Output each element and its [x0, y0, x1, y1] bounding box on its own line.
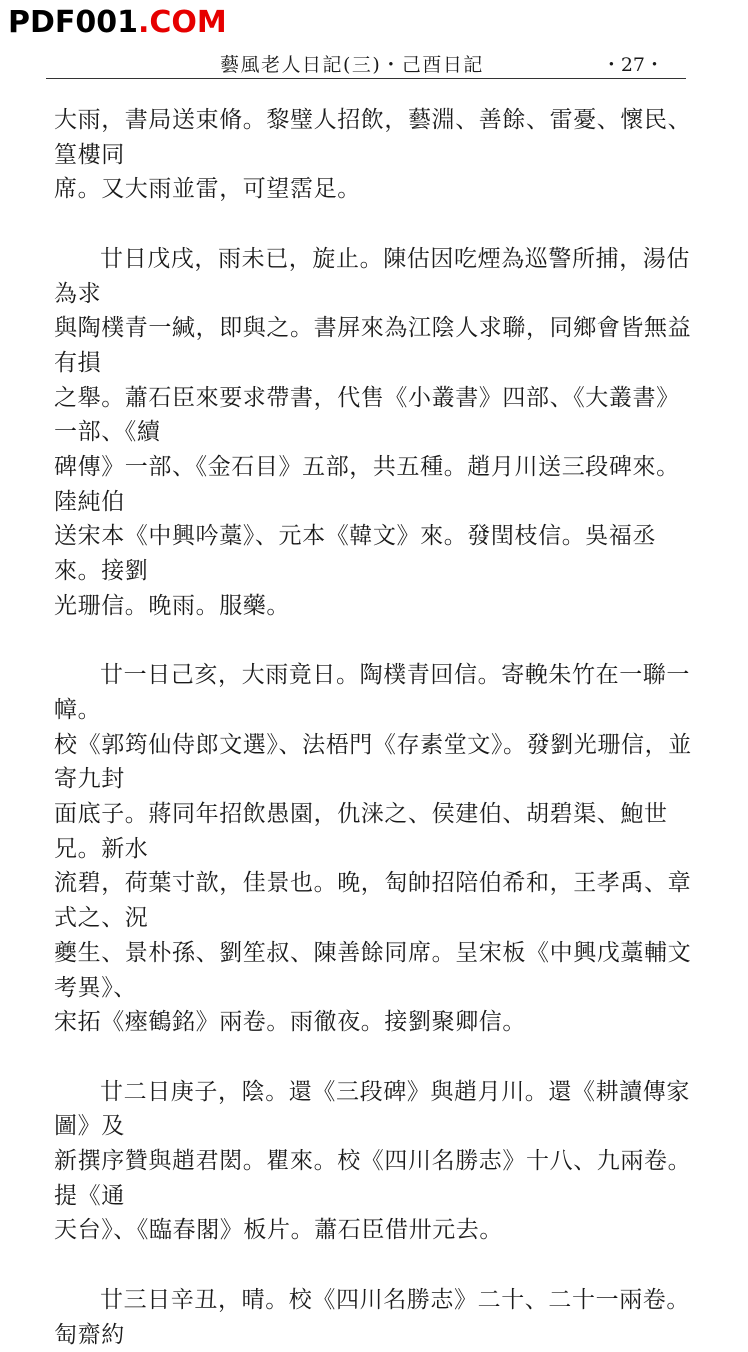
running-header	[46, 44, 686, 79]
watermark-text-main: PDF001	[8, 5, 139, 40]
paragraph-entry-23rd: 廿三日辛丑，晴。校《四川名勝志》二十、二十一兩卷。匋齋約	[54, 1286, 690, 1348]
watermark-logo	[8, 6, 227, 40]
watermark-text-domain: .COM	[138, 5, 227, 40]
paragraph-entry-20th: 廿日戊戌，雨未已，旋止。陳估因吃煙為巡警所捕，湯估為求 與陶樸青一緘，即與之。書屏來為江陰人求聯，同鄉會皆無益有損 之舉。蕭石臣來要求帶書，代售《小叢書》四部、《大叢書》一部、《續 碑傳》一部、《金石目》五部，共五種。趙月川送三段碑來。陸純伯 送宋本《中興吟藁》、元本《韓文》來。發閏枝信。吳福丞來。接劉 光珊信。晚雨。服藥。	[54, 245, 692, 619]
diary-body	[54, 103, 694, 1352]
header-title: 藝風老人日記(三)・己酉日記	[220, 54, 484, 76]
paragraph-entry-22nd: 廿二日庚子，陰。還《三段碑》與趙月川。還《耕讀傳家圖》及 新撰序贊與趙君閎。瞿來。校《四川名勝志》十八、九兩卷。提《通 天台》、《臨春閣》板片。蕭石臣借卅元去。	[54, 1078, 692, 1244]
paragraph-continued: 大雨，書局送束脩。黎璧人招飲，藝淵、善餘、雷憂、懷民、篁樓同 席。又大雨並雷，可望霑足。	[54, 107, 692, 203]
paragraph-entry-21st: 廿一日己亥，大雨竟日。陶樸青回信。寄輓朱竹在一聯一幛。 校《郭筠仙侍郎文選》、法梧門《存素堂文》。發劉光珊信，並寄九封 面底子。蔣同年招飲愚園，仇涞之、侯建伯、胡碧渠、鮑世兄。新水 流碧，荷葉寸歆，佳景也。晚，匋帥招陪伯希和，王孝禹、章式之、況 夔生、景朴孫、劉笙叔、陳善餘同席。呈宋板《中興戊藁輔文考異》、 宋拓《瘞鶴銘》兩卷。雨徹夜。接劉聚卿信。	[54, 662, 692, 1036]
page-number: ・27・	[601, 54, 664, 76]
